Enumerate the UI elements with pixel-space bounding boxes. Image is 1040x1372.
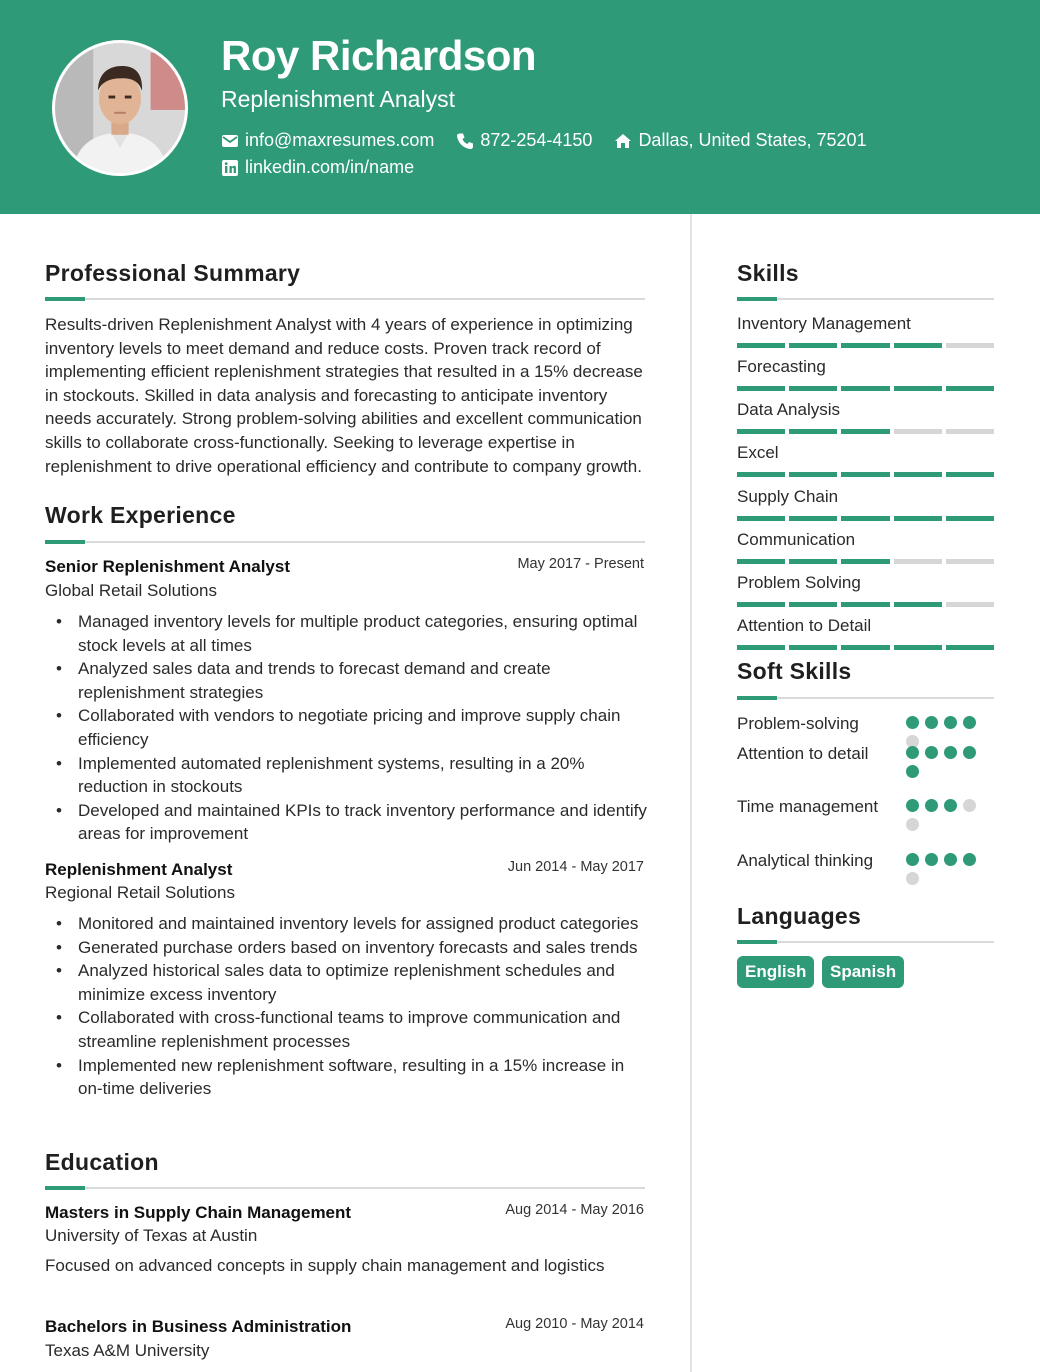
email-text: info@maxresumes.com — [245, 130, 435, 150]
skill-level-segment — [789, 429, 837, 434]
skill-level-bar — [737, 386, 994, 391]
job-dates: May 2017 - Present — [517, 556, 644, 572]
skill-level-segment — [737, 429, 785, 434]
candidate-title: Replenishment Analyst — [221, 86, 455, 112]
skill-level-bar — [737, 559, 994, 564]
skill-level-segment — [946, 516, 994, 521]
linkedin-contact[interactable] — [221, 157, 414, 178]
skill-name: Problem Solving — [737, 573, 861, 592]
skill-level-segment — [737, 516, 785, 521]
rating-dot — [963, 853, 976, 866]
skill-level-bar — [737, 429, 994, 434]
soft-skills-rule — [737, 697, 994, 699]
skill-level-segment — [894, 343, 942, 348]
skill-level-segment — [789, 645, 837, 650]
summary-rule — [45, 298, 645, 300]
skill-level-segment — [841, 386, 889, 391]
list-item: • Generated purchase orders based on inventory forecasts and sales trends — [78, 936, 648, 960]
list-item: • Analyzed historical sales data to optimize replenishment schedules and minimize excess inventory — [78, 959, 648, 1006]
skill-level-segment — [841, 602, 889, 607]
job-bullets — [78, 912, 648, 1101]
list-item: • Analyzed sales data and trends to forecast demand and create replenishment strategies — [78, 657, 648, 704]
rating-dot — [906, 853, 919, 866]
skill-level-segment — [841, 645, 889, 650]
education-heading: Education — [45, 1149, 159, 1175]
skill-level-bar — [737, 343, 994, 348]
degree-dates: Aug 2014 - May 2016 — [505, 1202, 644, 1218]
column-divider — [690, 214, 692, 1372]
phone-icon — [456, 132, 474, 150]
degree-description: Focused on advanced concepts in supply chain management and logistics — [45, 1256, 605, 1275]
education-rule — [45, 1187, 645, 1189]
skill-level-segment — [789, 559, 837, 564]
job-title: Replenishment Analyst — [45, 860, 233, 879]
linkedin-text: linkedin.com/in/name — [245, 157, 415, 177]
skill-level-segment — [894, 429, 942, 434]
candidate-name: Roy Richardson — [221, 32, 537, 79]
profile-photo — [52, 40, 188, 176]
language-badge: English — [737, 956, 814, 988]
skill-level-segment — [946, 559, 994, 564]
contact-row-2 — [221, 157, 436, 178]
rating-dot — [906, 872, 919, 885]
linkedin-icon — [221, 159, 239, 177]
school-name: University of Texas at Austin — [45, 1226, 258, 1245]
skill-level-segment — [789, 386, 837, 391]
soft-skill-name: Problem-solving — [737, 714, 859, 733]
skill-level-segment — [946, 472, 994, 477]
languages-rule — [737, 941, 994, 943]
rating-dot — [925, 853, 938, 866]
skill-level-segment — [894, 602, 942, 607]
skill-level-segment — [894, 645, 942, 650]
skill-level-segment — [841, 343, 889, 348]
job-dates: Jun 2014 - May 2017 — [507, 859, 644, 875]
list-item: • Monitored and maintained inventory levels for assigned product categories — [78, 912, 648, 936]
rating-dot — [944, 799, 957, 812]
rule-accent — [737, 297, 777, 301]
skill-level-bar — [737, 472, 994, 477]
skill-level-segment — [894, 472, 942, 477]
skill-level-segment — [841, 472, 889, 477]
skill-level-segment — [789, 602, 837, 607]
skill-level-segment — [737, 472, 785, 477]
email-contact[interactable] — [221, 130, 434, 151]
degree-title: Bachelors in Business Administration — [45, 1317, 352, 1336]
experience-heading: Work Experience — [45, 502, 236, 528]
skill-level-bar — [737, 645, 994, 650]
resume-header — [0, 0, 1040, 214]
skill-name: Communication — [737, 530, 856, 549]
rule-accent — [45, 1186, 85, 1190]
skill-level-bar — [737, 516, 994, 521]
skill-level-segment — [946, 429, 994, 434]
job-company: Global Retail Solutions — [45, 581, 217, 600]
list-item: • Implemented automated replenishment systems, resulting in a 20% reduction in stockouts — [78, 752, 648, 799]
experience-rule — [45, 541, 645, 543]
skill-level-segment — [946, 645, 994, 650]
summary-heading: Professional Summary — [45, 260, 301, 286]
list-item: • Managed inventory levels for multiple product categories, ensuring optimal stock levels at all times — [78, 610, 648, 657]
rating-dot — [925, 799, 938, 812]
home-icon — [614, 132, 632, 150]
soft-skill-rating — [906, 716, 980, 748]
skill-level-segment — [737, 602, 785, 607]
soft-skill-rating — [906, 799, 980, 831]
rating-dot — [944, 716, 957, 729]
skills-rule — [737, 298, 994, 300]
soft-skill-name: Attention to detail — [737, 744, 869, 763]
rating-dot — [944, 746, 957, 759]
skill-level-segment — [894, 516, 942, 521]
person-photo-icon — [55, 43, 185, 173]
skill-level-segment — [789, 343, 837, 348]
location-text: Dallas, United States, 75201 — [638, 130, 867, 150]
language-badge: Spanish — [822, 956, 904, 988]
skill-level-segment — [737, 386, 785, 391]
rating-dot — [944, 853, 957, 866]
contact-row — [221, 130, 889, 151]
skill-name: Inventory Management — [737, 314, 911, 333]
soft-skill-rating — [906, 853, 980, 885]
skill-name: Attention to Detail — [737, 616, 872, 635]
skill-level-segment — [737, 343, 785, 348]
location-contact — [614, 130, 866, 151]
skill-level-segment — [894, 559, 942, 564]
rating-dot — [906, 799, 919, 812]
skill-level-segment — [789, 516, 837, 521]
rule-accent — [45, 540, 85, 544]
degree-dates: Aug 2010 - May 2014 — [505, 1316, 644, 1332]
summary-text: Results-driven Replenishment Analyst with 4 years of experience in optimizing inventory levels to meet demand and reduce costs. Proven track record of implementing efficient replenishment strategies that resulted in a 15% decrease in stockouts. Skilled in data analysis and forecasting to anticipate inventory needs accurately. Strong problem-solving abilities and excellent communication skills to collaborate cross-functionally. Seeking to leverage expertise in replenishment to drive operational efficiency and contribute to company growth. — [45, 315, 643, 476]
skill-name: Supply Chain — [737, 487, 839, 506]
soft-skill-name: Time management — [737, 797, 879, 816]
phone-text: 872-254-4150 — [480, 130, 593, 150]
skill-level-segment — [789, 472, 837, 477]
languages-heading: Languages — [737, 903, 862, 929]
rating-dot — [963, 799, 976, 812]
skill-level-segment — [737, 559, 785, 564]
skill-level-segment — [894, 386, 942, 391]
degree-title: Masters in Supply Chain Management — [45, 1203, 352, 1222]
job-company: Regional Retail Solutions — [45, 883, 235, 902]
skill-level-bar — [737, 602, 994, 607]
skill-level-segment — [946, 343, 994, 348]
skill-name: Excel — [737, 443, 779, 462]
rating-dot — [906, 716, 919, 729]
skill-level-segment — [946, 386, 994, 391]
skill-level-segment — [841, 516, 889, 521]
envelope-icon — [221, 132, 239, 150]
skill-name: Forecasting — [737, 357, 826, 376]
skill-level-segment — [841, 559, 889, 564]
skill-level-segment — [737, 645, 785, 650]
rating-dot — [963, 746, 976, 759]
list-item: • Implemented new replenishment software, resulting in a 15% increase in on-time deliveries — [78, 1054, 648, 1101]
job-bullets — [78, 610, 648, 846]
skill-name: Data Analysis — [737, 400, 840, 419]
list-item: • Developed and maintained KPIs to track inventory performance and identify areas for improvement — [78, 799, 648, 846]
soft-skill-name: Analytical thinking — [737, 851, 874, 870]
school-name: Texas A&M University — [45, 1341, 210, 1360]
rating-dot — [963, 716, 976, 729]
rule-accent — [45, 297, 85, 301]
rating-dot — [906, 818, 919, 831]
rating-dot — [906, 746, 919, 759]
list-item: • Collaborated with cross-functional teams to improve communication and streamline replenishment processes — [78, 1006, 648, 1053]
rating-dot — [925, 746, 938, 759]
phone-contact[interactable] — [456, 130, 592, 151]
list-item: • Collaborated with vendors to negotiate pricing and improve supply chain efficiency — [78, 704, 648, 751]
job-title: Senior Replenishment Analyst — [45, 557, 290, 576]
rating-dot — [925, 716, 938, 729]
soft-skills-heading: Soft Skills — [737, 658, 852, 684]
skill-level-segment — [946, 602, 994, 607]
rule-accent — [737, 940, 777, 944]
rule-accent — [737, 696, 777, 700]
rating-dot — [906, 765, 919, 778]
skill-level-segment — [841, 429, 889, 434]
skills-heading: Skills — [737, 260, 799, 286]
soft-skill-rating — [906, 746, 980, 778]
